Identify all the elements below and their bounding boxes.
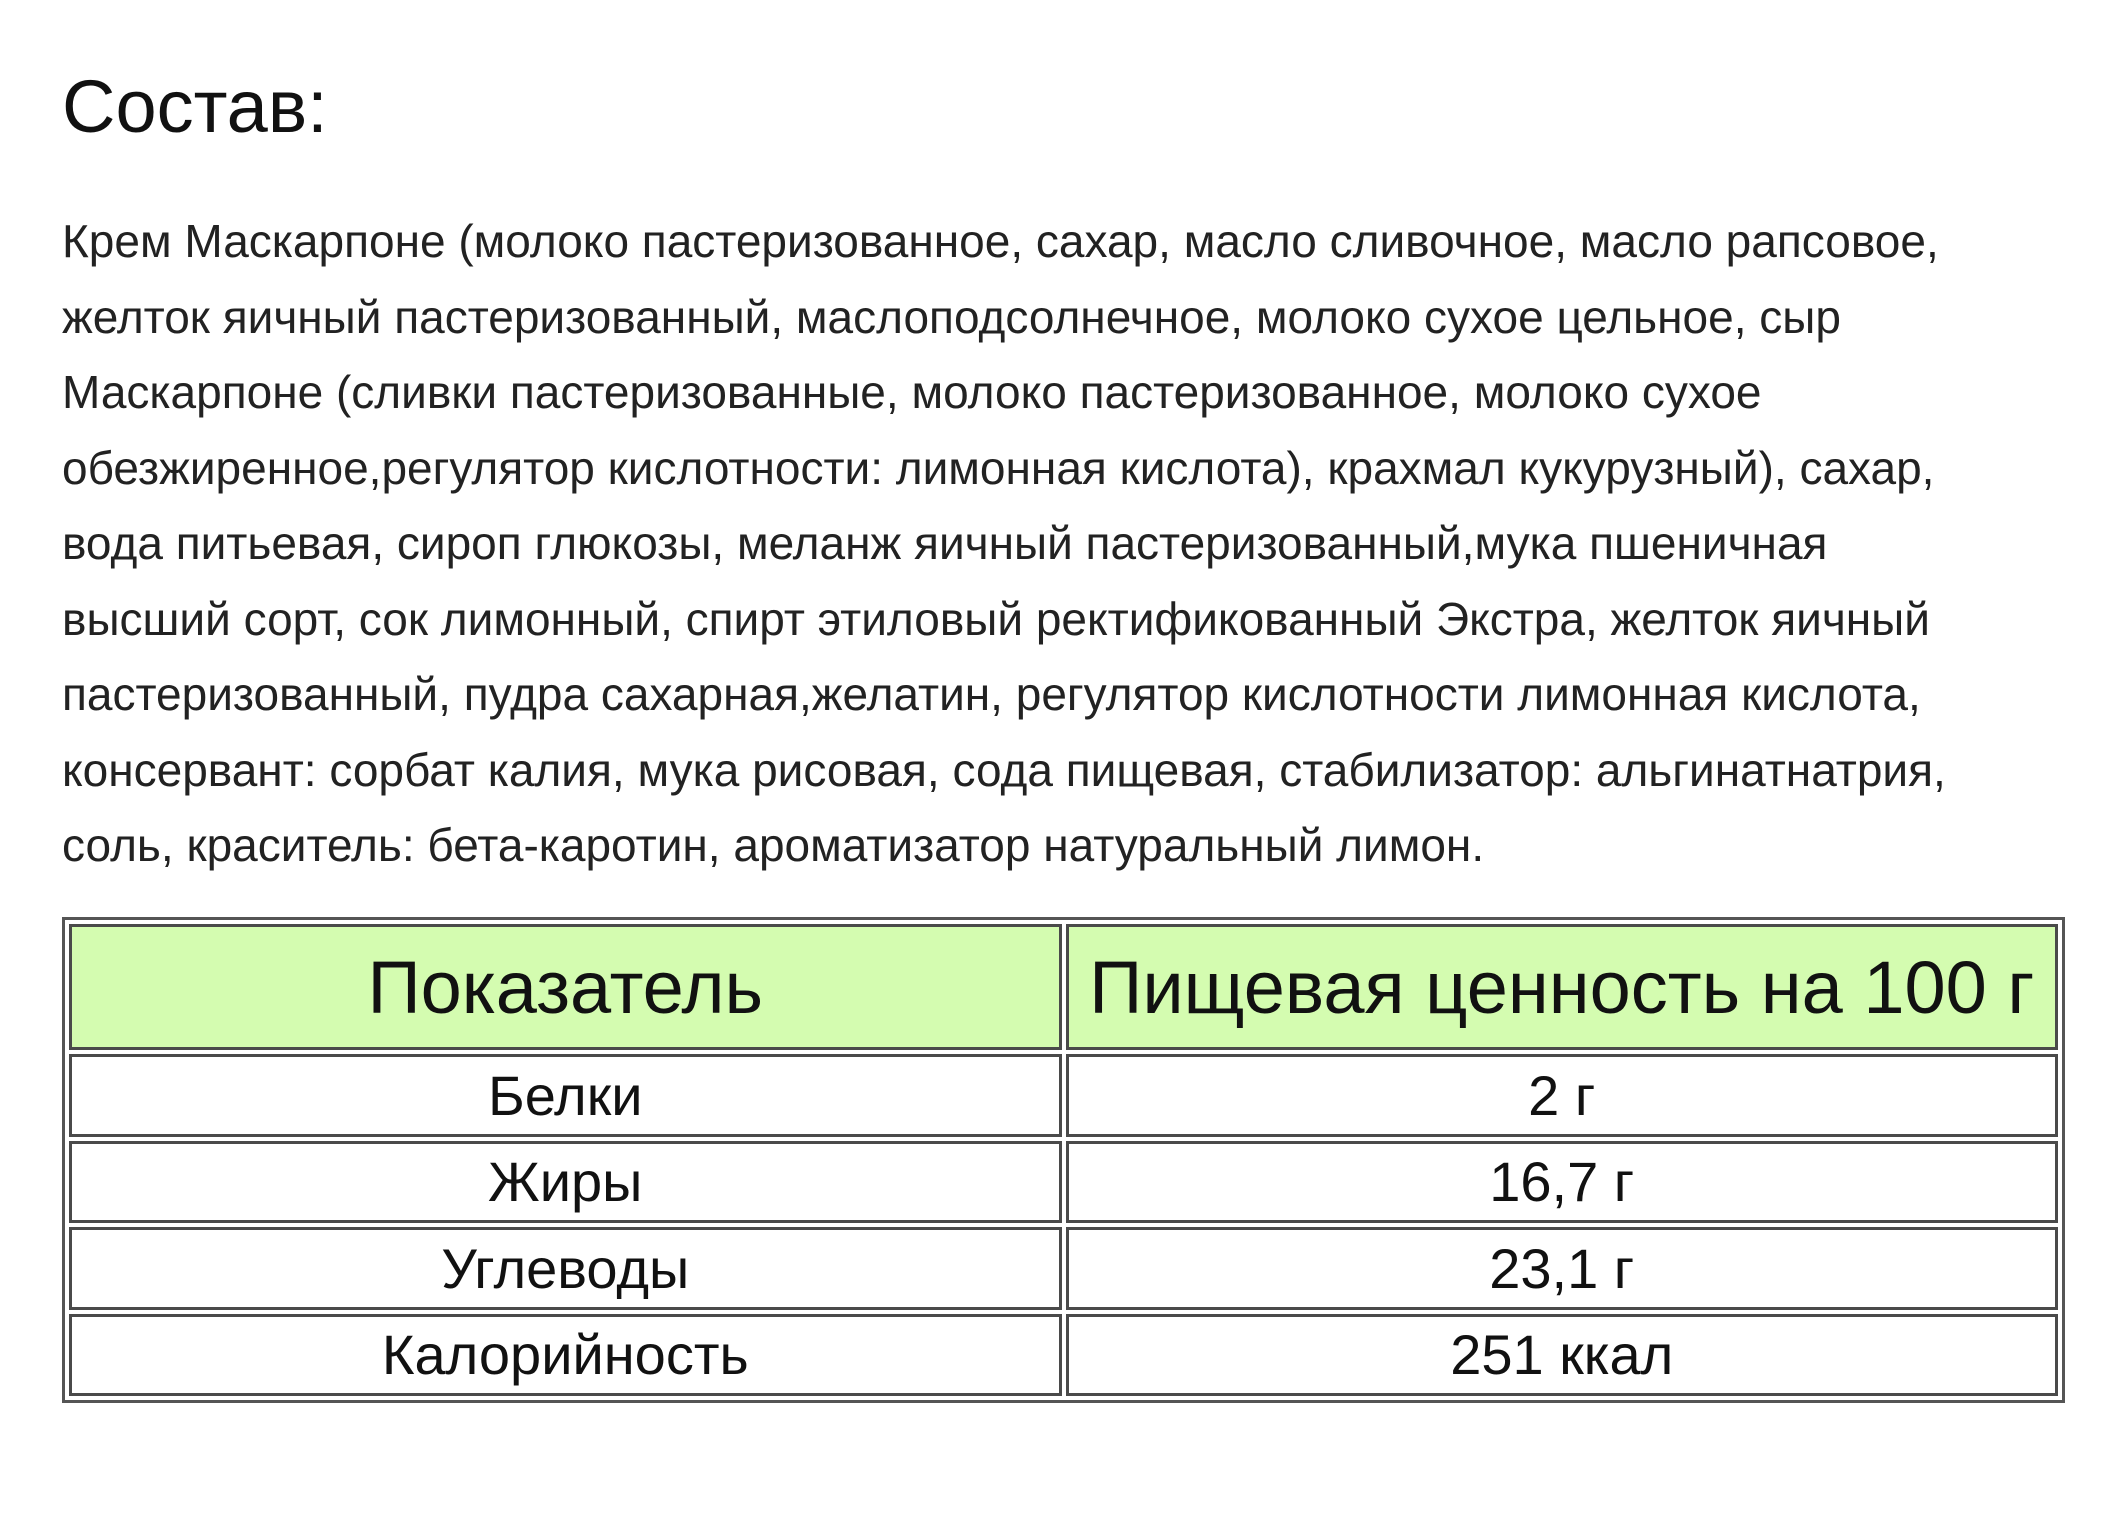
table-row bbox=[69, 1227, 2058, 1310]
row-label: Углеводы bbox=[69, 1227, 1062, 1310]
row-label: Калорийность bbox=[69, 1314, 1062, 1397]
header-nutritional-value: Пищевая ценность на 100 г bbox=[1066, 924, 2059, 1050]
ingredients-line: обезжиренное,регулятор кислотности: лимонная кислота), крахмал кукурузный), сахар, bbox=[62, 441, 1935, 494]
header-indicator: Показатель bbox=[69, 924, 1062, 1050]
row-value: 251 ккал bbox=[1066, 1314, 2059, 1397]
row-value: 23,1 г bbox=[1066, 1227, 2059, 1310]
row-value: 2 г bbox=[1066, 1054, 2059, 1137]
ingredients-line: вода питьевая, сироп глюкозы, меланж яичный пастеризованный,мука пшеничная bbox=[62, 517, 1828, 569]
ingredients-text bbox=[62, 204, 2102, 884]
ingredients-line: высший сорт, сок лимонный, спирт этиловый ректификованный Экстра, желток яичный bbox=[62, 592, 1930, 645]
table-header-row bbox=[69, 924, 2058, 1050]
nutrition-table bbox=[65, 920, 2062, 1400]
nutrition-table-frame bbox=[62, 917, 2065, 1403]
table-row bbox=[69, 1054, 2058, 1137]
ingredients-line: соль, краситель: бета-каротин, ароматизатор натуральный лимон. bbox=[62, 819, 1485, 871]
composition-heading: Состав: bbox=[62, 65, 328, 148]
row-label: Жиры bbox=[69, 1141, 1062, 1224]
ingredients-line: консервант: сорбат калия, мука рисовая, сода пищевая, стабилизатор: альгинатнатрия, bbox=[62, 743, 1946, 796]
ingredients-line: Маскарпоне (сливки пастеризованные, молоко пастеризованное, молоко сухое bbox=[62, 366, 1762, 418]
ingredients-line: пастеризованный, пудра сахарная,желатин, регулятор кислотности лимонная кислота, bbox=[62, 668, 1921, 720]
row-value: 16,7 г bbox=[1066, 1141, 2059, 1224]
ingredients-line: желток яичный пастеризованный, маслоподсолнечное, молоко сухое цельное, сыр bbox=[62, 290, 1841, 343]
table-row bbox=[69, 1141, 2058, 1224]
ingredients-line: Крем Маскарпоне (молоко пастеризованное, сахар, масло сливочное, масло рапсовое, bbox=[62, 215, 1939, 267]
table-row bbox=[69, 1314, 2058, 1397]
row-label: Белки bbox=[69, 1054, 1062, 1137]
